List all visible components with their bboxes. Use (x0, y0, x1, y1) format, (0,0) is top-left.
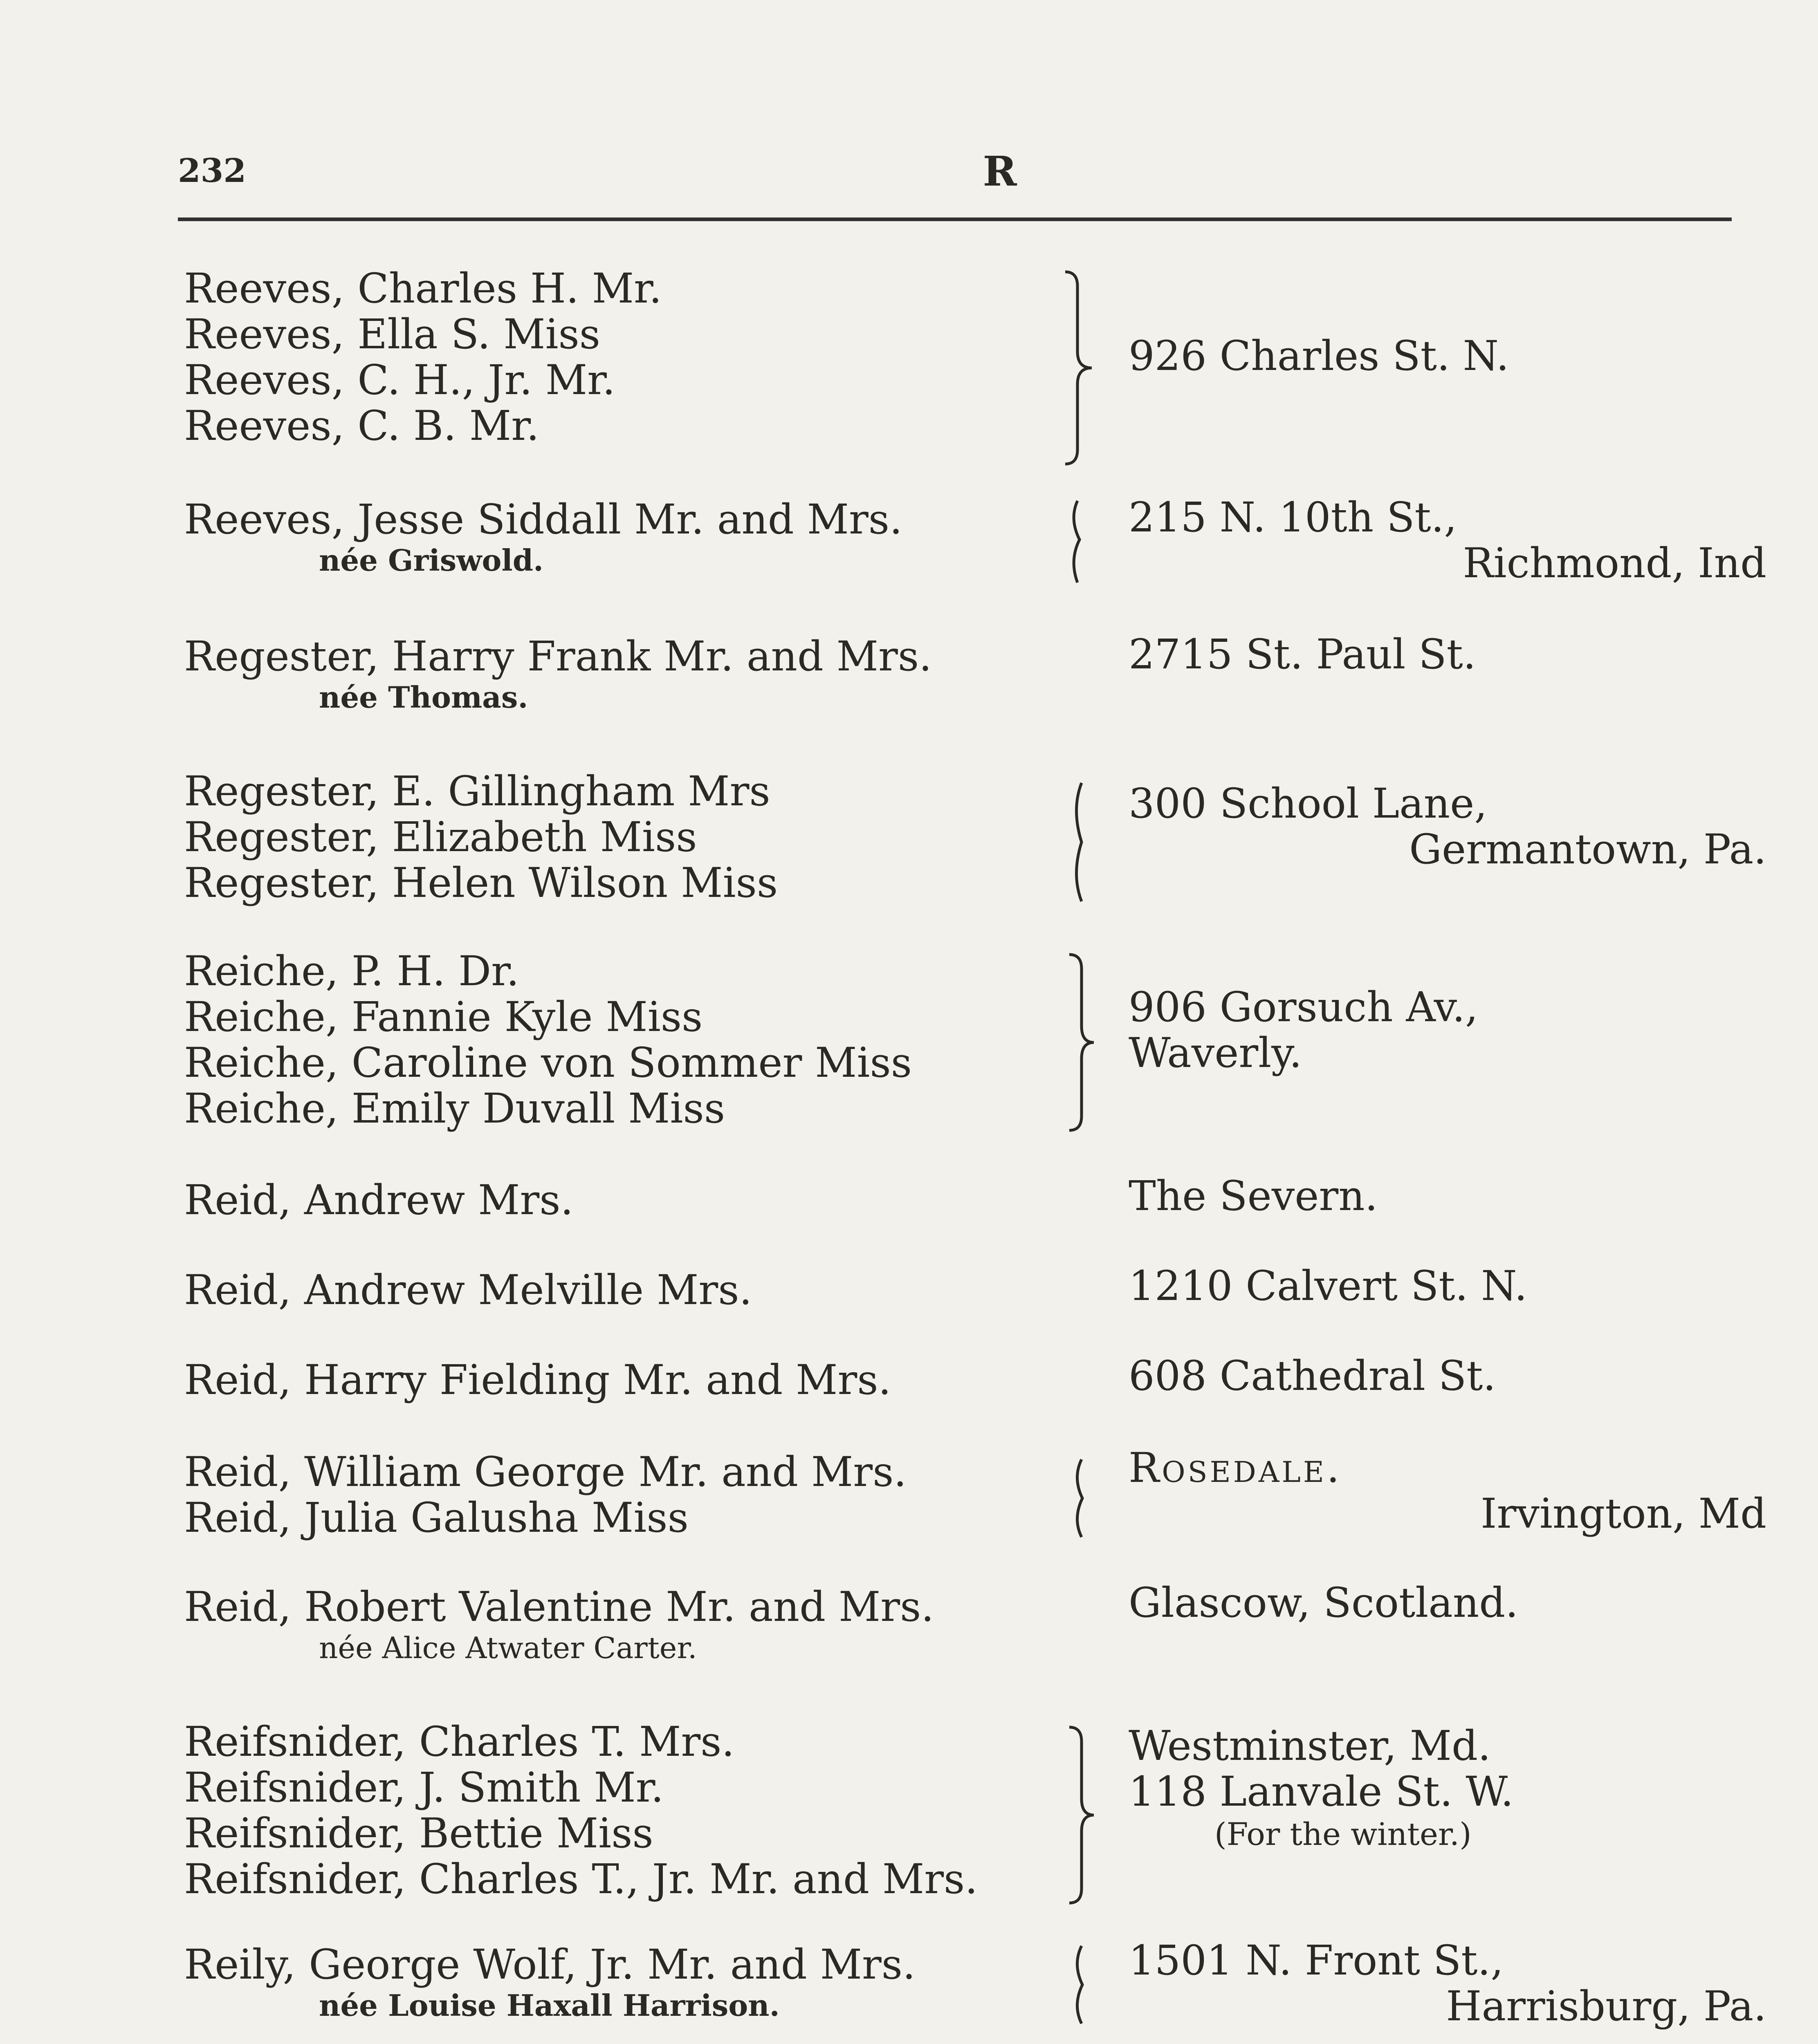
entry-address (1129, 984, 1766, 1076)
address-line: 118 Lanvale St. W. (1129, 1768, 1514, 1815)
entry-address (1129, 1263, 1766, 1309)
address-line: (For the winter.) (1214, 1816, 1472, 1852)
address-line: 926 Charles St. N. (1129, 332, 1509, 380)
address-line: Germantown, Pa. (1409, 825, 1766, 873)
resident-name: Reiche, Caroline von Sommer Miss (184, 1039, 912, 1087)
resident-name: Reeves, Ella S. Miss (184, 310, 601, 358)
maiden-name: née Griswold. (319, 543, 544, 578)
entry-address (1129, 1173, 1766, 1219)
resident-name: Regester, Helen Wilson Miss (184, 859, 778, 907)
address-line: Westminster, Md. (1129, 1722, 1491, 1770)
resident-name: Reeves, Charles H. Mr. (184, 264, 662, 312)
address-line: 1501 N. Front St., (1129, 1936, 1504, 1984)
resident-name: Reifsnider, Bettie Miss (184, 1809, 653, 1857)
grouping-brace (1061, 1457, 1098, 1539)
entry-names (184, 634, 1084, 715)
grouping-brace (1061, 270, 1098, 466)
entry-address (1129, 1580, 1766, 1626)
resident-name: Reiche, Emily Duvall Miss (184, 1085, 725, 1132)
resident-name: Reid, Julia Galusha Miss (184, 1494, 689, 1542)
resident-name: Reid, Robert Valentine Mr. and Mrs. (184, 1583, 934, 1631)
resident-name: Reeves, C. B. Mr. (184, 402, 539, 450)
maiden-name: née Louise Haxall Harrison. (319, 1988, 780, 2023)
entry-names (184, 497, 1084, 578)
entry-names (184, 948, 1084, 1132)
resident-name: Reifsnider, Charles T. Mrs. (184, 1718, 735, 1766)
entry-names (184, 1357, 1084, 1403)
resident-name: Reily, George Wolf, Jr. Mr. and Mrs. (184, 1941, 916, 1988)
resident-name: Reid, Harry Fielding Mr. and Mrs. (184, 1356, 891, 1404)
entry-names (184, 1449, 1084, 1541)
address-line: 215 N. 10th St., (1129, 493, 1457, 541)
grouping-brace (1061, 1944, 1098, 2026)
entry-address (1129, 333, 1766, 379)
entry-address (1129, 1938, 1766, 2029)
entry-names (184, 1942, 1084, 2024)
entry-names (184, 1584, 1084, 1666)
address-line: Irvington, Md (1481, 1490, 1766, 1537)
address-line: 1210 Calvert St. N. (1129, 1262, 1527, 1310)
resident-name: Reid, Andrew Mrs. (184, 1176, 574, 1224)
entry-names (184, 266, 1084, 449)
maiden-name: née Thomas. (319, 680, 528, 715)
resident-name: Reeves, Jesse Siddall Mr. and Mrs. (184, 495, 902, 543)
grouping-brace (1061, 953, 1098, 1132)
address-line: 906 Gorsuch Av., (1129, 983, 1478, 1031)
entry-address (1129, 1353, 1766, 1399)
resident-name: Regester, Elizabeth Miss (184, 813, 697, 861)
address-line: Harrisburg, Pa. (1446, 1982, 1766, 2030)
grouping-brace (1061, 499, 1098, 585)
address-line: 608 Cathedral St. (1129, 1352, 1496, 1400)
address-line: Waverly. (1129, 1029, 1302, 1077)
entry-names (184, 1267, 1084, 1313)
resident-name: Regester, E. Gillingham Mrs (184, 767, 770, 815)
address-line: Rosedale. (1129, 1444, 1342, 1492)
resident-name: Regester, Harry Frank Mr. and Mrs. (184, 632, 932, 680)
entry-names (184, 769, 1084, 906)
entry-address (1129, 1445, 1766, 1537)
entry-address (1129, 495, 1766, 586)
entry-address (1129, 781, 1766, 872)
entry-names (184, 1177, 1084, 1223)
header-rule (178, 217, 1732, 221)
address-line: The Severn. (1129, 1172, 1378, 1220)
grouping-brace (1061, 781, 1098, 903)
grouping-brace (1061, 1725, 1098, 1905)
resident-name: Reeves, C. H., Jr. Mr. (184, 356, 615, 404)
entry-address (1129, 1723, 1766, 1854)
resident-name: Reiche, Fannie Kyle Miss (184, 993, 703, 1041)
maiden-name: née Alice Atwater Carter. (319, 1631, 697, 1665)
resident-name: Reifsnider, Charles T., Jr. Mr. and Mrs. (184, 1855, 978, 1903)
page-header (178, 147, 1732, 196)
address-line: Glascow, Scotland. (1129, 1579, 1519, 1627)
address-line: 300 School Lane, (1129, 780, 1488, 827)
resident-name: Reifsnider, J. Smith Mr. (184, 1764, 664, 1811)
resident-name: Reiche, P. H. Dr. (184, 947, 519, 995)
entry-names (184, 1719, 1084, 1902)
resident-name: Reid, Andrew Melville Mrs. (184, 1266, 752, 1314)
resident-name: Reid, William George Mr. and Mrs. (184, 1448, 907, 1496)
address-line: 2715 St. Paul St. (1129, 630, 1476, 678)
section-letter: R (983, 147, 1017, 195)
page-number: 232 (178, 151, 246, 190)
address-line: Richmond, Ind (1463, 539, 1766, 587)
entry-address (1129, 632, 1766, 677)
